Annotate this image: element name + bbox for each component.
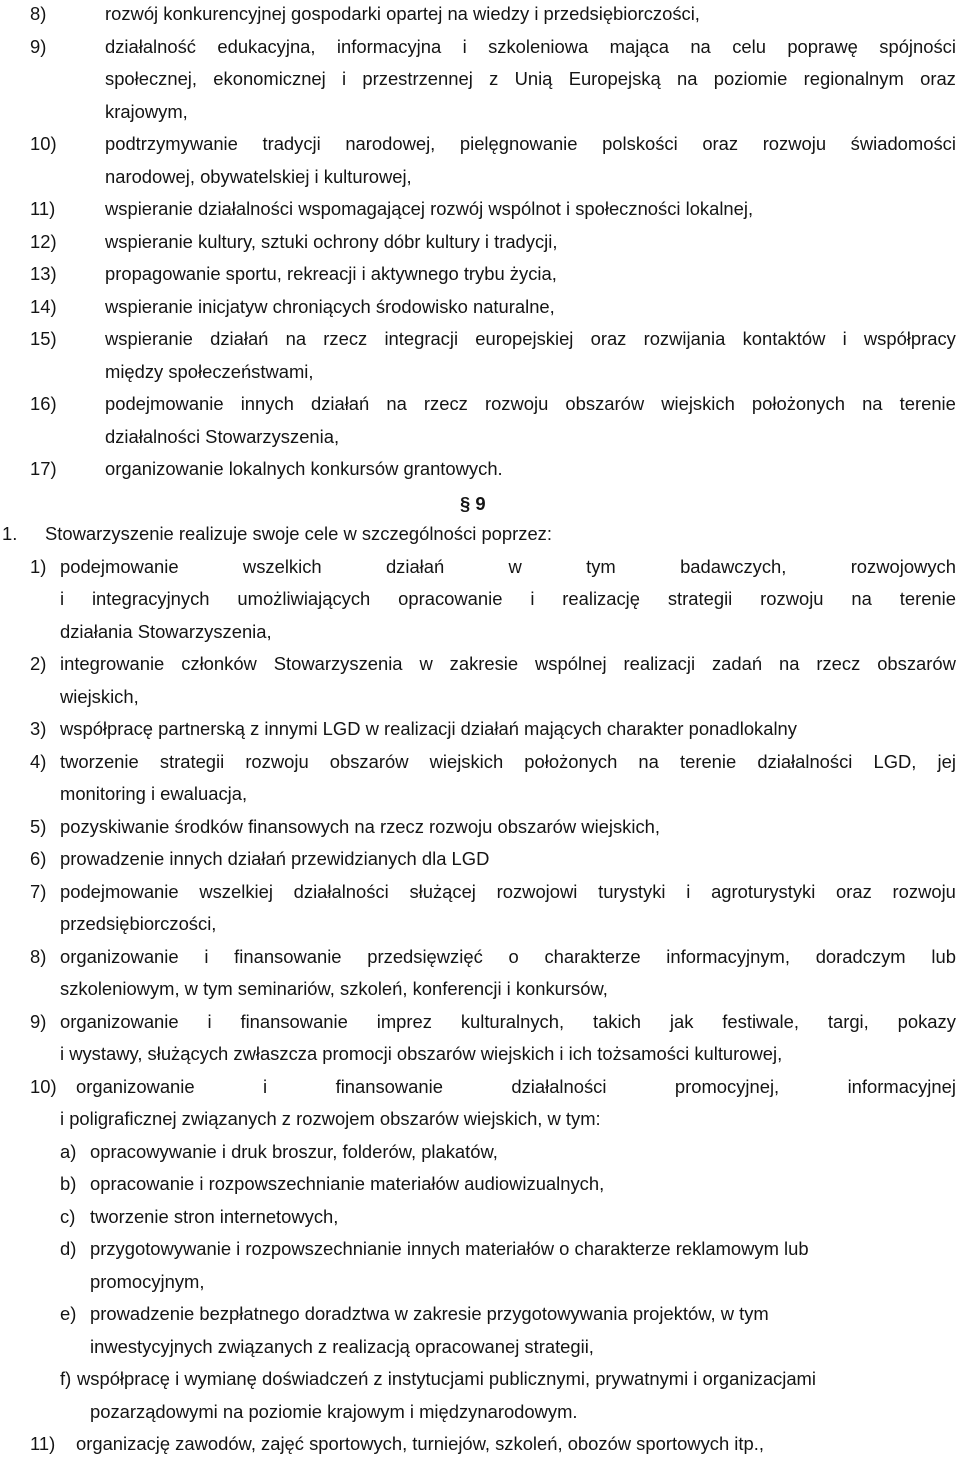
list-item-number: 7) <box>30 880 47 902</box>
list-item-text: organizowanie lokalnych konkursów grantowych. <box>105 458 503 479</box>
list-item-text: i wystawy, służących zwłaszcza promocji obszarów wiejskich i ich tożsamości kulturowej, <box>60 1043 783 1064</box>
list-item-text: integrowanie członków Stowarzyszenia w zakresie wspólnej realizacji zadań na rzecz obszarów <box>60 653 956 674</box>
list-item-text: między społeczeństwami, <box>105 360 314 382</box>
list-item-number: 3) <box>30 718 47 739</box>
list-item-text: podejmowanie wszelkiej działalności służącej rozwojowi turystyki i agroturystyki oraz rozwoju <box>60 880 956 902</box>
sub-item-text: przygotowywanie i rozpowszechnianie innych materiałów o charakterze reklamowym lub <box>90 1238 809 1259</box>
list-item-number: 9) <box>30 35 47 57</box>
list-item-number: 6) <box>30 848 47 869</box>
list-item-number: 12) <box>30 230 57 252</box>
sub-item-letter: a) <box>60 1140 77 1162</box>
paragraph-text: Stowarzyszenie realizuje swoje cele w szczególności poprzez: <box>45 523 552 544</box>
list-item-number: 11) <box>30 1433 56 1454</box>
sub-item-text: współpracę i wymianę doświadczeń z instytucjami publicznymi, prywatnymi i organizacjami <box>77 1368 816 1389</box>
list-item-number: 10) <box>30 133 57 154</box>
list-item-text: i poligraficznej związanych z rozwojem obszarów wiejskich, w tym: <box>60 1108 601 1129</box>
list-item-text: współpracę partnerską z innymi LGD w realizacji działań mających charakter ponadlokalny <box>60 718 797 739</box>
list-item-text: organizowanie i finansowanie imprez kulturalnych, takich jak festiwale, targi, pokazy <box>60 1010 956 1032</box>
sub-item-letter: e) <box>60 1303 77 1324</box>
list-item-text: podtrzymywanie tradycji narodowej, pielęgnowanie polskości oraz rozwoju świadomości <box>105 133 956 154</box>
list-item-number: 8) <box>30 945 47 967</box>
list-item-text: wspieranie kultury, sztuki ochrony dóbr kultury i tradycji, <box>105 230 558 252</box>
sub-item-text: opracowanie i rozpowszechnianie materiałów audiowizualnych, <box>90 1173 605 1194</box>
list-item-text: podejmowanie innych działań na rzecz rozwoju obszarów wiejskich położonych na terenie <box>105 393 956 414</box>
list-item-text: działalności Stowarzyszenia, <box>105 425 340 447</box>
list-item-number: 15) <box>30 328 57 349</box>
list-item-number: 8) <box>30 3 47 24</box>
list-item-text: organizację zawodów, zajęć sportowych, turniejów, szkoleń, obozów sportowych itp., <box>76 1433 764 1454</box>
list-item-text: działalność edukacyjna, informacyjna i szkoleniowa mająca na celu poprawę spójności <box>105 35 956 57</box>
section-heading: § 9 <box>460 492 486 514</box>
list-item-text: narodowej, obywatelskiej i kulturowej, <box>105 165 412 187</box>
sub-item-text: prowadzenie bezpłatnego doradztwa w zakresie przygotowywania projektów, w tym <box>90 1303 769 1324</box>
list-item-text: rozwój konkurencyjnej gospodarki opartej na wiedzy i przedsiębiorczości, <box>105 3 700 24</box>
list-item-number: 9) <box>30 1010 47 1032</box>
list-item-number: 4) <box>30 750 47 772</box>
list-item-text: społecznej, ekonomicznej i przestrzennej z Unią Europejską na poziomie regionalnym oraz <box>105 68 956 89</box>
list-item-text: tworzenie strategii rozwoju obszarów wiejskich położonych na terenie działalności LGD, jej <box>60 750 956 772</box>
sub-item-letter: b) <box>60 1173 77 1194</box>
list-item-text: propagowanie sportu, rekreacji i aktywnego trybu życia, <box>105 263 557 284</box>
list-item-text: wspieranie działalności wspomagającej rozwój wspólnot i społeczności lokalnej, <box>105 198 754 219</box>
list-item-number: 2) <box>30 653 47 674</box>
list-item-number: 14) <box>30 295 57 317</box>
list-item-text: szkoleniowym, w tym seminariów, szkoleń, konferencji i konkursów, <box>60 978 608 999</box>
list-item-number: 16) <box>30 393 57 414</box>
sub-item-text: inwestycyjnych związanych z realizacją opracowanej strategii, <box>90 1335 594 1357</box>
sub-item-text: pozarządowymi na poziomie krajowym i międzynarodowym. <box>90 1400 578 1422</box>
list-item-text: wiejskich, <box>60 685 139 707</box>
list-item-number: 10) <box>30 1075 57 1097</box>
list-item-text: i integracyjnych umożliwiających opracowanie i realizację strategii rozwoju na terenie <box>60 588 956 609</box>
sub-item-text: promocyjnym, <box>90 1270 205 1292</box>
sub-item-letter: d) <box>60 1238 77 1259</box>
list-item-text: przedsiębiorczości, <box>60 913 217 934</box>
list-item-text: monitoring i ewaluacja, <box>60 783 248 804</box>
paragraph-number: 1. <box>2 523 18 544</box>
list-item-text: organizowanie i finansowanie działalności promocyjnej, informacyjnej <box>76 1075 956 1097</box>
list-item-text: działania Stowarzyszenia, <box>60 620 272 642</box>
sub-item-text: opracowywanie i druk broszur, folderów, plakatów, <box>90 1140 498 1162</box>
list-item-number: 11) <box>30 198 56 219</box>
sub-item-text: tworzenie stron internetowych, <box>90 1205 339 1227</box>
list-item-text: wspieranie inicjatyw chroniących środowisko naturalne, <box>105 295 555 317</box>
list-item-number: 5) <box>30 815 47 837</box>
list-item-text: organizowanie i finansowanie przedsięwzięć o charakterze informacyjnym, doradczym lub <box>60 945 956 967</box>
list-item-text: podejmowanie wszelkich działań w tym badawczych, rozwojowych <box>60 555 956 577</box>
list-item-number: 1) <box>30 555 47 577</box>
list-item-text: krajowym, <box>105 100 188 122</box>
list-item-number: 13) <box>30 263 57 284</box>
sub-item-letter: c) <box>60 1205 76 1227</box>
list-item-text: prowadzenie innych działań przewidzianych dla LGD <box>60 848 490 869</box>
list-item-text: wspieranie działań na rzecz integracji europejskiej oraz rozwijania kontaktów i współpracy <box>105 328 956 349</box>
list-item-text: pozyskiwanie środków finansowych na rzecz rozwoju obszarów wiejskich, <box>60 815 660 837</box>
sub-item-letter: f) <box>60 1368 72 1389</box>
list-item-number: 17) <box>30 458 57 479</box>
